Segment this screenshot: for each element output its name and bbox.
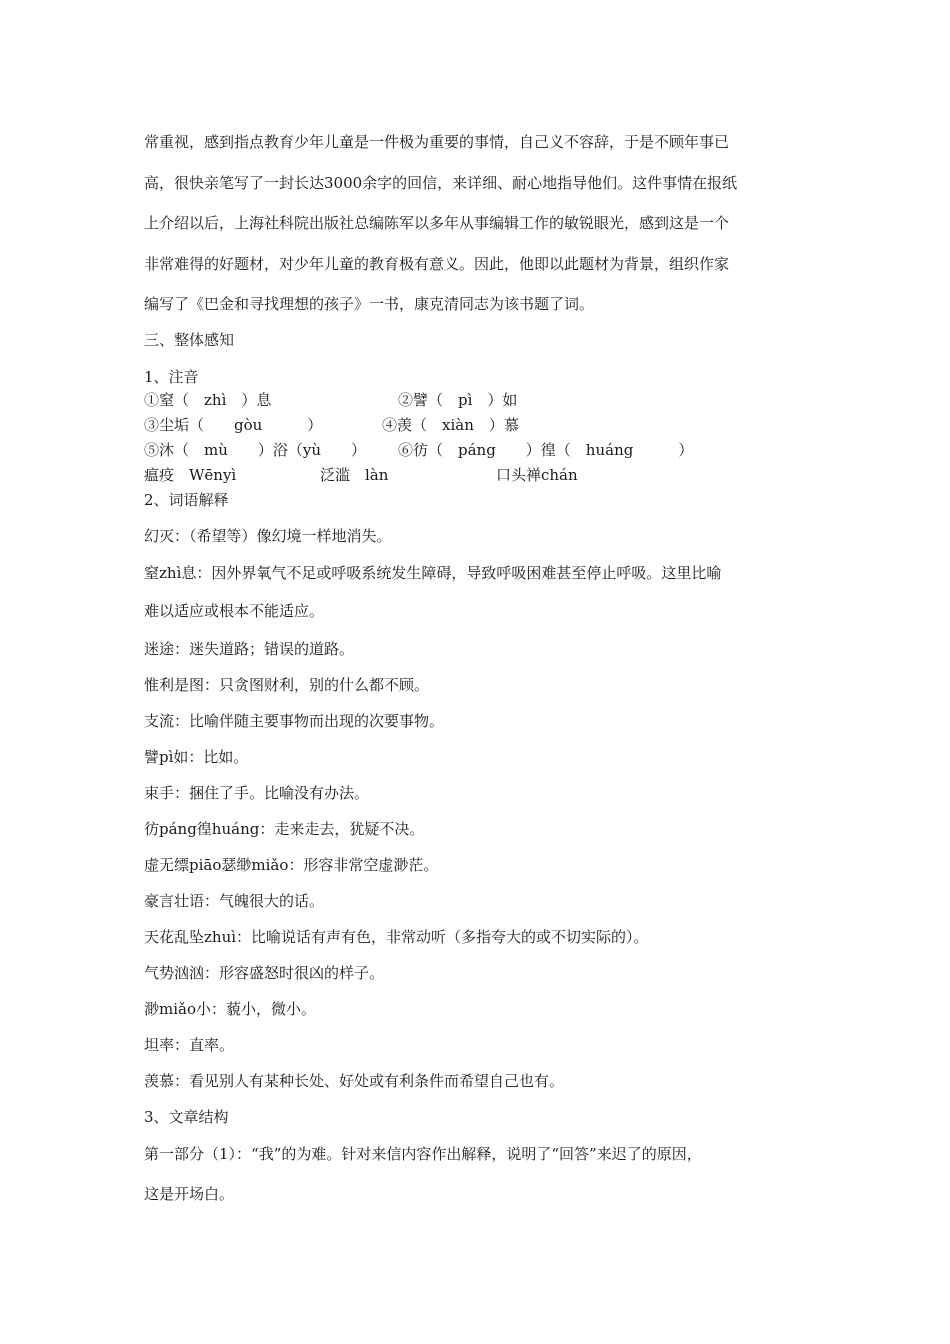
pinyin-item: 瘟疫 Wēnyì — [144, 466, 237, 484]
intro-line: 高，很快亲笔写了一封长达3000余字的回信，来详细、耐心地指导他们。这件事情在报纸 — [144, 173, 738, 192]
definition-item: 难以适应或根本不能适应。 — [144, 602, 325, 620]
pinyin-item: ⑤沐（ mù ）浴（yù ） — [144, 441, 367, 459]
section-heading: 三、整体感知 — [144, 331, 235, 349]
definition-item: 渺miǎo小：藐小，微小。 — [144, 1000, 316, 1018]
definition-item: 惟利是图：只贪图财利，别的什么都不顾。 — [144, 676, 430, 694]
definition-item: 虚无缥piāo瑟缈miǎo：形容非常空虚渺茫。 — [144, 856, 439, 874]
pinyin-item: 口头禅chán — [496, 466, 578, 484]
intro-line: 常重视，感到指点教育少年儿童是一件极为重要的事情，自己义不容辞，于是不顾年事已 — [144, 133, 730, 151]
structure-line: 这是开场白。 — [144, 1185, 235, 1203]
definition-item: 豪言壮语：气魄很大的话。 — [144, 892, 325, 910]
definition-item: 束手：捆住了手。比喻没有办法。 — [144, 784, 370, 802]
pinyin-item: ④羡（ xiàn ）慕 — [382, 416, 519, 434]
subsection-heading-structure: 3、文章结构 — [144, 1108, 229, 1126]
pinyin-item: 泛滥 làn — [320, 466, 389, 484]
subsection-heading-definitions: 2、词语解释 — [144, 491, 229, 509]
intro-line: 编写了《巴金和寻找理想的孩子》一书，康克清同志为该书题了词。 — [144, 295, 595, 313]
definition-item: 迷途：迷失道路；错误的道路。 — [144, 640, 355, 658]
pinyin-item: ⑥彷（ páng ）徨（ huáng ） — [398, 441, 694, 459]
subsection-heading-pinyin: 1、注音 — [144, 368, 199, 386]
definition-item: 窒zhì息：因外界氧气不足或呼吸系统发生障碍，导致呼吸困难甚至停止呼吸。这里比喻 — [144, 564, 722, 582]
intro-paragraph — [144, 122, 824, 325]
pinyin-item: ②譬（ pì ）如 — [398, 391, 518, 409]
definition-item: 幻灭：（希望等）像幻境一样地消失。 — [144, 527, 392, 545]
definition-item: 气势汹汹：形容盛怒时很凶的样子。 — [144, 964, 385, 982]
structure-line: 第一部分（1）：“我”的为难。针对来信内容作出解释，说明了“回答”来迟了的原因， — [144, 1145, 702, 1163]
definition-item: 彷páng徨huáng：走来走去，犹疑不决。 — [144, 820, 425, 838]
definition-item: 坦率：直率。 — [144, 1036, 235, 1054]
definition-item: 羡慕：看见别人有某种长处、好处或有利条件而希望自己也有。 — [144, 1072, 565, 1090]
intro-line: 上介绍以后，上海社科院出版社总编陈军以多年从事编辑工作的敏锐眼光，感到这是一个 — [144, 214, 730, 232]
pinyin-item: ③尘垢（ gòu ） — [144, 416, 323, 434]
definition-item: 支流：比喻伴随主要事物而出现的次要事物。 — [144, 712, 445, 730]
intro-line: 非常难得的好题材，对少年儿童的教育极有意义。因此，他即以此题材为背景，组织作家 — [144, 254, 730, 273]
definition-item: 天花乱坠zhuì：比喻说话有声有色，非常动听（多指夸大的或不切实际的）。 — [144, 928, 649, 946]
definition-item: 譬pì如：比如。 — [144, 748, 249, 766]
pinyin-item: ①窒（ zhì ）息 — [144, 391, 272, 409]
